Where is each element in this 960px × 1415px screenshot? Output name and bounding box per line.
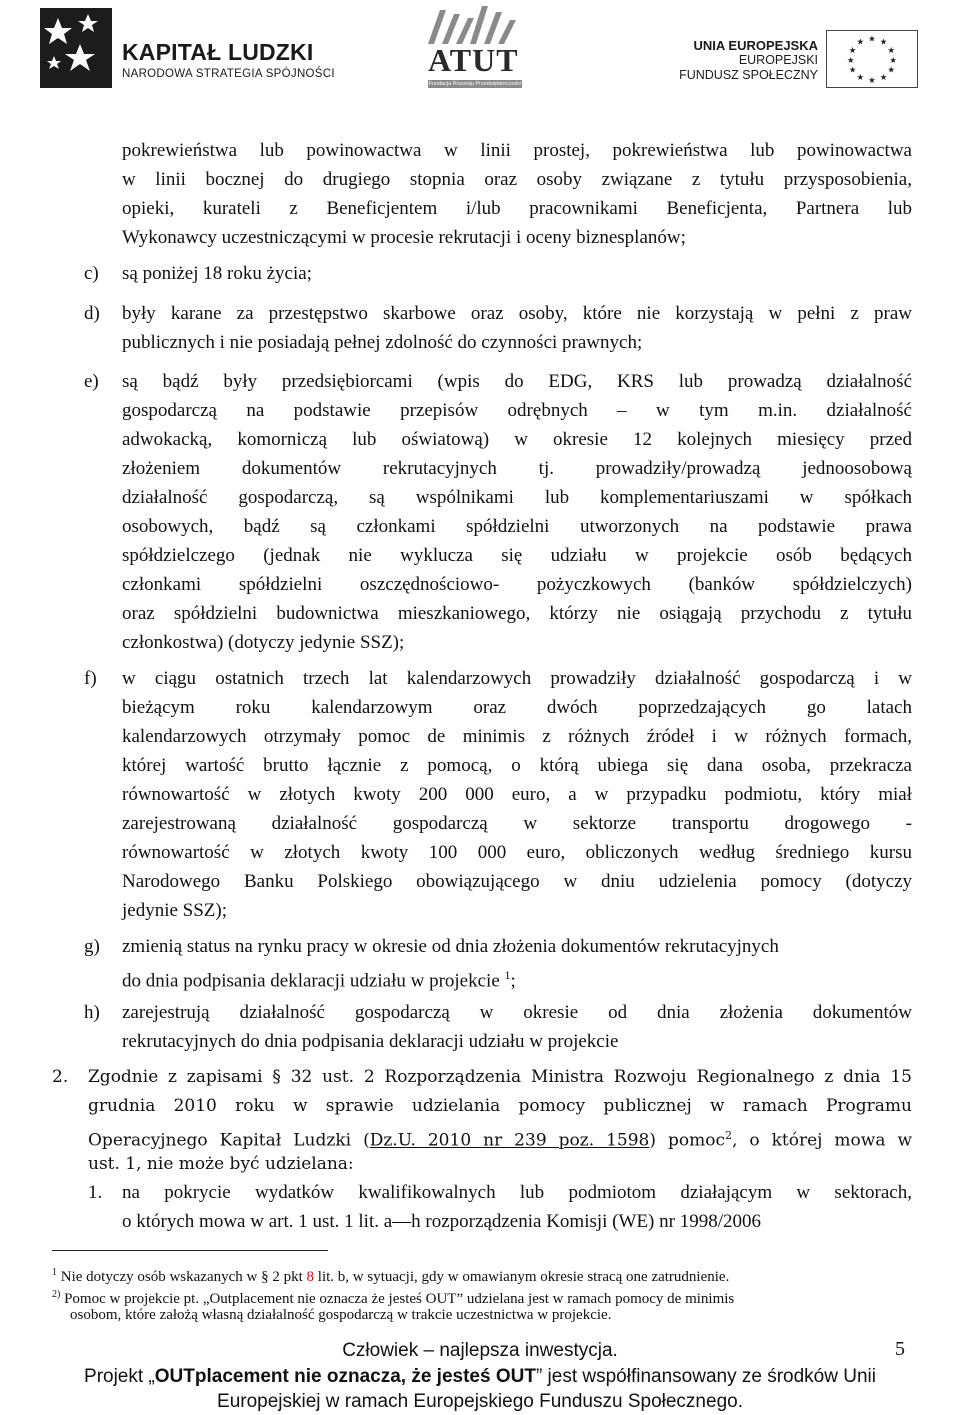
footnote-1-red: 8 [306, 1269, 315, 1285]
item-h-label: h) [84, 1002, 100, 1023]
footnote-divider [52, 1250, 328, 1251]
atut-columns-icon [420, 2, 530, 46]
svg-text:★: ★ [887, 64, 896, 75]
svg-text:★: ★ [846, 54, 855, 65]
item-f-line: której wartość brutto łącznie z pomocą, o którą ubiega się dana osoba, przekracza [122, 755, 912, 776]
item-d-label: d) [84, 303, 100, 324]
item-f-line: Narodowego Banku Polskiego obowiązującego w dniu udzielenia pomocy (dotyczy [122, 871, 912, 892]
item-h-line: rekrutacyjnych do dnia podpisania deklaracji udziału w projekcie [122, 1031, 619, 1052]
footnote-2-line-1: Pomoc w projekcie pt. „Outplacement nie oznacza że jesteś OUT” udzielana jest w ramach pomocy de minimis [60, 1291, 735, 1307]
item-e-line: spółdzielczego (jednak nie wyklucza się udziału w projekcie osób będących [122, 545, 912, 566]
item-f-line: kalendarzowych otrzymały pomoc de minimis z różnych źródeł i w różnych formach, [122, 726, 912, 747]
footer-line-2-b: ” jest współfinansowany ze środków Unii [535, 1366, 876, 1387]
section-2-l3a: Operacyjnego Kapitał Ludzki ( [88, 1130, 370, 1151]
svg-text:★: ★ [868, 33, 876, 44]
section-2-line: ust. 1, nie może być udzielana: [88, 1154, 354, 1174]
svg-text:★: ★ [856, 72, 865, 83]
item-f-line: równowartość w złotych kwoty 100 000 euro, obliczonych według średniego kursu [122, 842, 912, 863]
svg-text:★: ★ [879, 72, 888, 83]
page-header [0, 0, 960, 95]
intro-line: Wykonawcy uczestniczącymi w procesie rekrutacji i oceny biznesplanów; [122, 227, 686, 248]
eu-line-3: FUNDUSZ SPOŁECZNY [679, 68, 818, 82]
svg-text:★: ★ [868, 75, 876, 86]
item-f-line: zarejestrowaną działalność gospodarczą w sektorze transportu drogowego - [122, 813, 912, 834]
item-g-line: zmienią status na rynku pracy w okresie od dnia złożenia dokumentów rekrutacyjnych [122, 936, 779, 957]
item-e-line: członkostwa) (dotyczy jedynie SSZ); [122, 632, 405, 653]
eu-flag-icon [826, 30, 918, 88]
svg-text:★: ★ [848, 45, 857, 56]
item-f-label: f) [84, 668, 97, 689]
item-g-line-2-text: do dnia podpisania deklaracji udziału w projekcie [122, 970, 500, 992]
item-g-label: g) [84, 936, 100, 957]
item-c-label: c) [84, 263, 99, 284]
footer-line-2 [0, 1364, 960, 1390]
item-d-line: publicznych i nie posiadają pełnej zdolność do czynności prawnych; [122, 332, 643, 353]
sub-1-line: o których mowa w art. 1 ust. 1 lit. a—h rozporządzenia Komisji (WE) nr 1998/2006 [122, 1211, 761, 1232]
item-g-line-2-end: ; [510, 970, 516, 992]
footnote-2-line-2: osobom, które założą własną działalność gospodarczą w trakcie uczestnictwa w projekcie. [70, 1307, 612, 1323]
atut-tagline: Fundacja Rozwoju Przedsiębiorczości [428, 81, 522, 87]
sub-1-line: na pokrycie wydatków kwalifikowalnych lub podmiotom działającym w sektorach, [122, 1182, 912, 1203]
item-e-line: gospodarczą na podstawie przepisów odrębnych – w tym m.in. działalność [122, 400, 912, 421]
kapital-ludzki-emblem-icon [40, 8, 112, 88]
atut-logo [420, 2, 530, 94]
item-h-line: zarejestrują działalność gospodarczą w okresie od dnia złożenia dokumentów [122, 1002, 912, 1023]
section-2-line: Zgodnie z zapisami § 32 ust. 2 Rozporządzenia Ministra Rozwoju Regionalnego z dnia 15 [88, 1067, 912, 1087]
page-number: 5 [895, 1338, 905, 1360]
svg-text:★: ★ [856, 36, 865, 47]
footer-slogan: Człowiek – najlepsza inwestycja. [342, 1340, 618, 1361]
section-2-l3c: , o której mowa w [731, 1130, 912, 1151]
footer-line-2-a: Projekt „ [84, 1366, 155, 1387]
kapital-ludzki-subtitle: NARODOWA STRATEGIA SPÓJNOŚCI [122, 68, 335, 80]
legal-act-link[interactable]: Dz.U. 2010 nr 239 poz. 1598 [369, 1130, 650, 1151]
item-f-line: jedynie SSZ); [122, 900, 228, 921]
footnote-1-text-b: lit. b, w sytuacji, gdy w omawianym okresie stracą one zatrudnienie. [314, 1269, 730, 1285]
svg-text:★: ★ [848, 64, 857, 75]
item-d-line: były karane za przestępstwo skarbowe oraz osoby, które nie korzystają w pełni z praw [122, 303, 912, 324]
kapital-ludzki-title: KAPITAŁ LUDZKI [122, 39, 314, 65]
footer-line-3: Europejskiej w ramach Europejskiego Funduszu Społecznego. [217, 1391, 743, 1412]
footnote-1-number: 1 [52, 1267, 57, 1278]
item-e-line: złożeniem dokumentów rekrutacyjnych tj. prowadziły/prowadzą jednoosobową [122, 458, 912, 479]
eu-line-2: EUROPEJSKI [738, 53, 818, 67]
item-e-line: osobowych, bądź są członkami spółdzielni utworzonych na podstawie prawa [122, 516, 912, 537]
footnote-ref-2[interactable]: 2 [724, 1129, 732, 1142]
item-c-line: są poniżej 18 roku życia; [122, 263, 312, 284]
item-f-line: w ciągu ostatnich trzech lat kalendarzowych prowadziły działalność gospodarczą i w [122, 668, 912, 689]
atut-name: ATUT [428, 42, 519, 78]
project-name: OUTplacement nie oznacza, że jesteś OUT [154, 1366, 536, 1387]
intro-line: pokrewieństwa lub powinowactwa w linii prostej, pokrewieństwa lub powinowactwa [122, 140, 912, 161]
eu-line-1: UNIA EUROPEJSKA [693, 38, 818, 53]
kapital-ludzki-logo [40, 8, 340, 88]
item-e-line: członkami spółdzielni oszczędnościowo- pożyczkowych (banków spółdzielczych) [122, 574, 912, 595]
section-2-number: 2. [52, 1067, 69, 1087]
footnote-ref-1[interactable]: 1 [504, 968, 511, 982]
item-f-line: równowartość w złotych kwoty 200 000 euro, a w przypadku podmiotu, który miał [122, 784, 912, 805]
item-g-line-2 [122, 961, 912, 990]
item-e-label: e) [84, 371, 99, 392]
eu-logo [679, 30, 938, 90]
item-e-line: są bądź były przedsiębiorcami (wpis do EDG, KRS lub prowadzą działalność [122, 371, 912, 392]
sub-1-number: 1. [88, 1182, 103, 1203]
item-e-line: oraz spółdzielni budownictwa mieszkaniowego, którzy nie osiągają przychodu z tytułu [122, 603, 912, 624]
item-e-line: adwokacką, komorniczą lub oświatową) w okresie 12 kolejnych miesięcy przed [122, 429, 912, 450]
item-e-line: działalność gospodarczą, są wspólnikami lub komplementariuszami w spółkach [122, 487, 912, 508]
footnote-1-text-a: Nie dotyczy osób wskazanych w § 2 pkt [57, 1269, 307, 1285]
section-2-l3b: ) pomoc [649, 1130, 725, 1151]
section-2-line: grudnia 2010 roku w sprawie udzielania pomocy publicznej w ramach Programu [88, 1096, 912, 1116]
intro-line: w linii bocznej do drugiego stopnia oraz osoby związane z tytułu przysposobienia, [122, 169, 912, 190]
svg-text:★: ★ [887, 45, 896, 56]
svg-text:★: ★ [879, 36, 888, 47]
intro-line: opieki, kurateli z Beneficjentem i/lub pracownikami Beneficjenta, Partnera lub [122, 198, 912, 219]
svg-text:★: ★ [889, 54, 898, 65]
item-f-line: bieżącym roku kalendarzowym oraz dwóch poprzedzających go latach [122, 697, 912, 718]
footnote-2-number: 2) [52, 1289, 61, 1300]
